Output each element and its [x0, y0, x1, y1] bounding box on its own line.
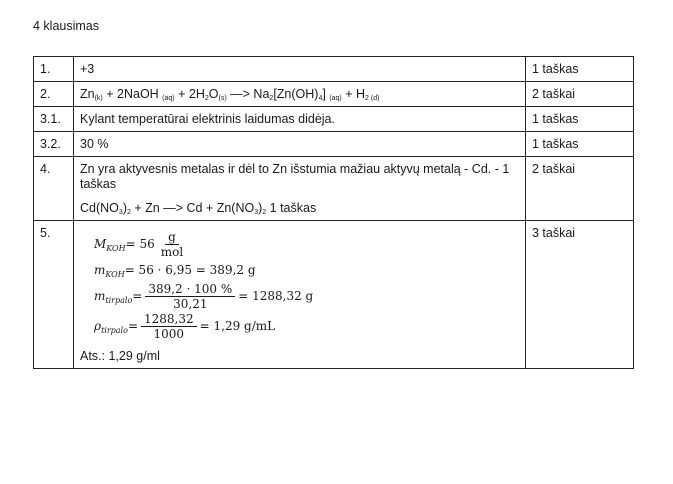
- answers-table: [33, 56, 634, 369]
- row-number: 1.: [34, 57, 74, 82]
- row-answer-calculation: [74, 221, 526, 369]
- row-points: 2 taškai: [526, 82, 634, 107]
- row-answer: +3: [74, 57, 526, 82]
- row-number: 3.2.: [34, 132, 74, 157]
- row-number: 2.: [34, 82, 74, 107]
- row-answer: 30 %: [74, 132, 526, 157]
- row-number: 5.: [34, 221, 74, 369]
- question-heading: 4 klausimas: [33, 19, 99, 33]
- table-row: [34, 221, 634, 369]
- mass-solution-line: $m_{tirpalo}$ = $\frac{389,2 \cdot 100 \%}{30,21}$ = 1288,32 g: [94, 281, 314, 311]
- row-points: 1 taškas: [526, 57, 634, 82]
- explanation-text: Zn yra aktyvesnis metalas ir dėl to Zn išstumia mažiau aktyvų metalą - Cd. - 1 taškas: [80, 162, 510, 191]
- row-points: 1 taškas: [526, 107, 634, 132]
- row-points: 3 taškai: [526, 221, 634, 369]
- calculation-block: [80, 229, 519, 341]
- table-row: [34, 157, 634, 221]
- row-answer-equation: $Zn_{(k)}$ + 2NaOH $_{(aq)} + 2H_2O_{(s)}$ —> $Na_2[Zn(OH)_4] _{(aq)} + H_{2 (d)}$: [74, 82, 526, 107]
- row-answer: Kylant temperatūrai elektrinis laidumas didėja.: [74, 107, 526, 132]
- row-points: 2 taškai: [526, 157, 634, 221]
- final-answer: Ats.: 1,29 g/ml: [80, 349, 160, 363]
- table-row: [34, 82, 634, 107]
- table-row: [34, 132, 634, 157]
- table-row: [34, 107, 634, 132]
- row-number: 3.1.: [34, 107, 74, 132]
- row-number: 4.: [34, 157, 74, 221]
- table-row: [34, 57, 634, 82]
- molar-mass-line: $M_{KOH}$ = 56 $\frac{g}{\text{mol}}$: [94, 229, 184, 259]
- mass-koh-line: $m_{KOH}$ = 56 · 6,95 = 389,2 g: [94, 262, 256, 279]
- row-answer: [74, 157, 526, 221]
- reaction-equation: $Cd(NO_3)_2 + Zn$ —> $Cd + Zn(NO_3)_2$ 1 taškas: [80, 201, 317, 216]
- density-line: $\rho_{tirpalo}$ = $\frac{1288,32}{1000}$ = 1,29 g/mL: [94, 311, 276, 341]
- row-points: 1 taškas: [526, 132, 634, 157]
